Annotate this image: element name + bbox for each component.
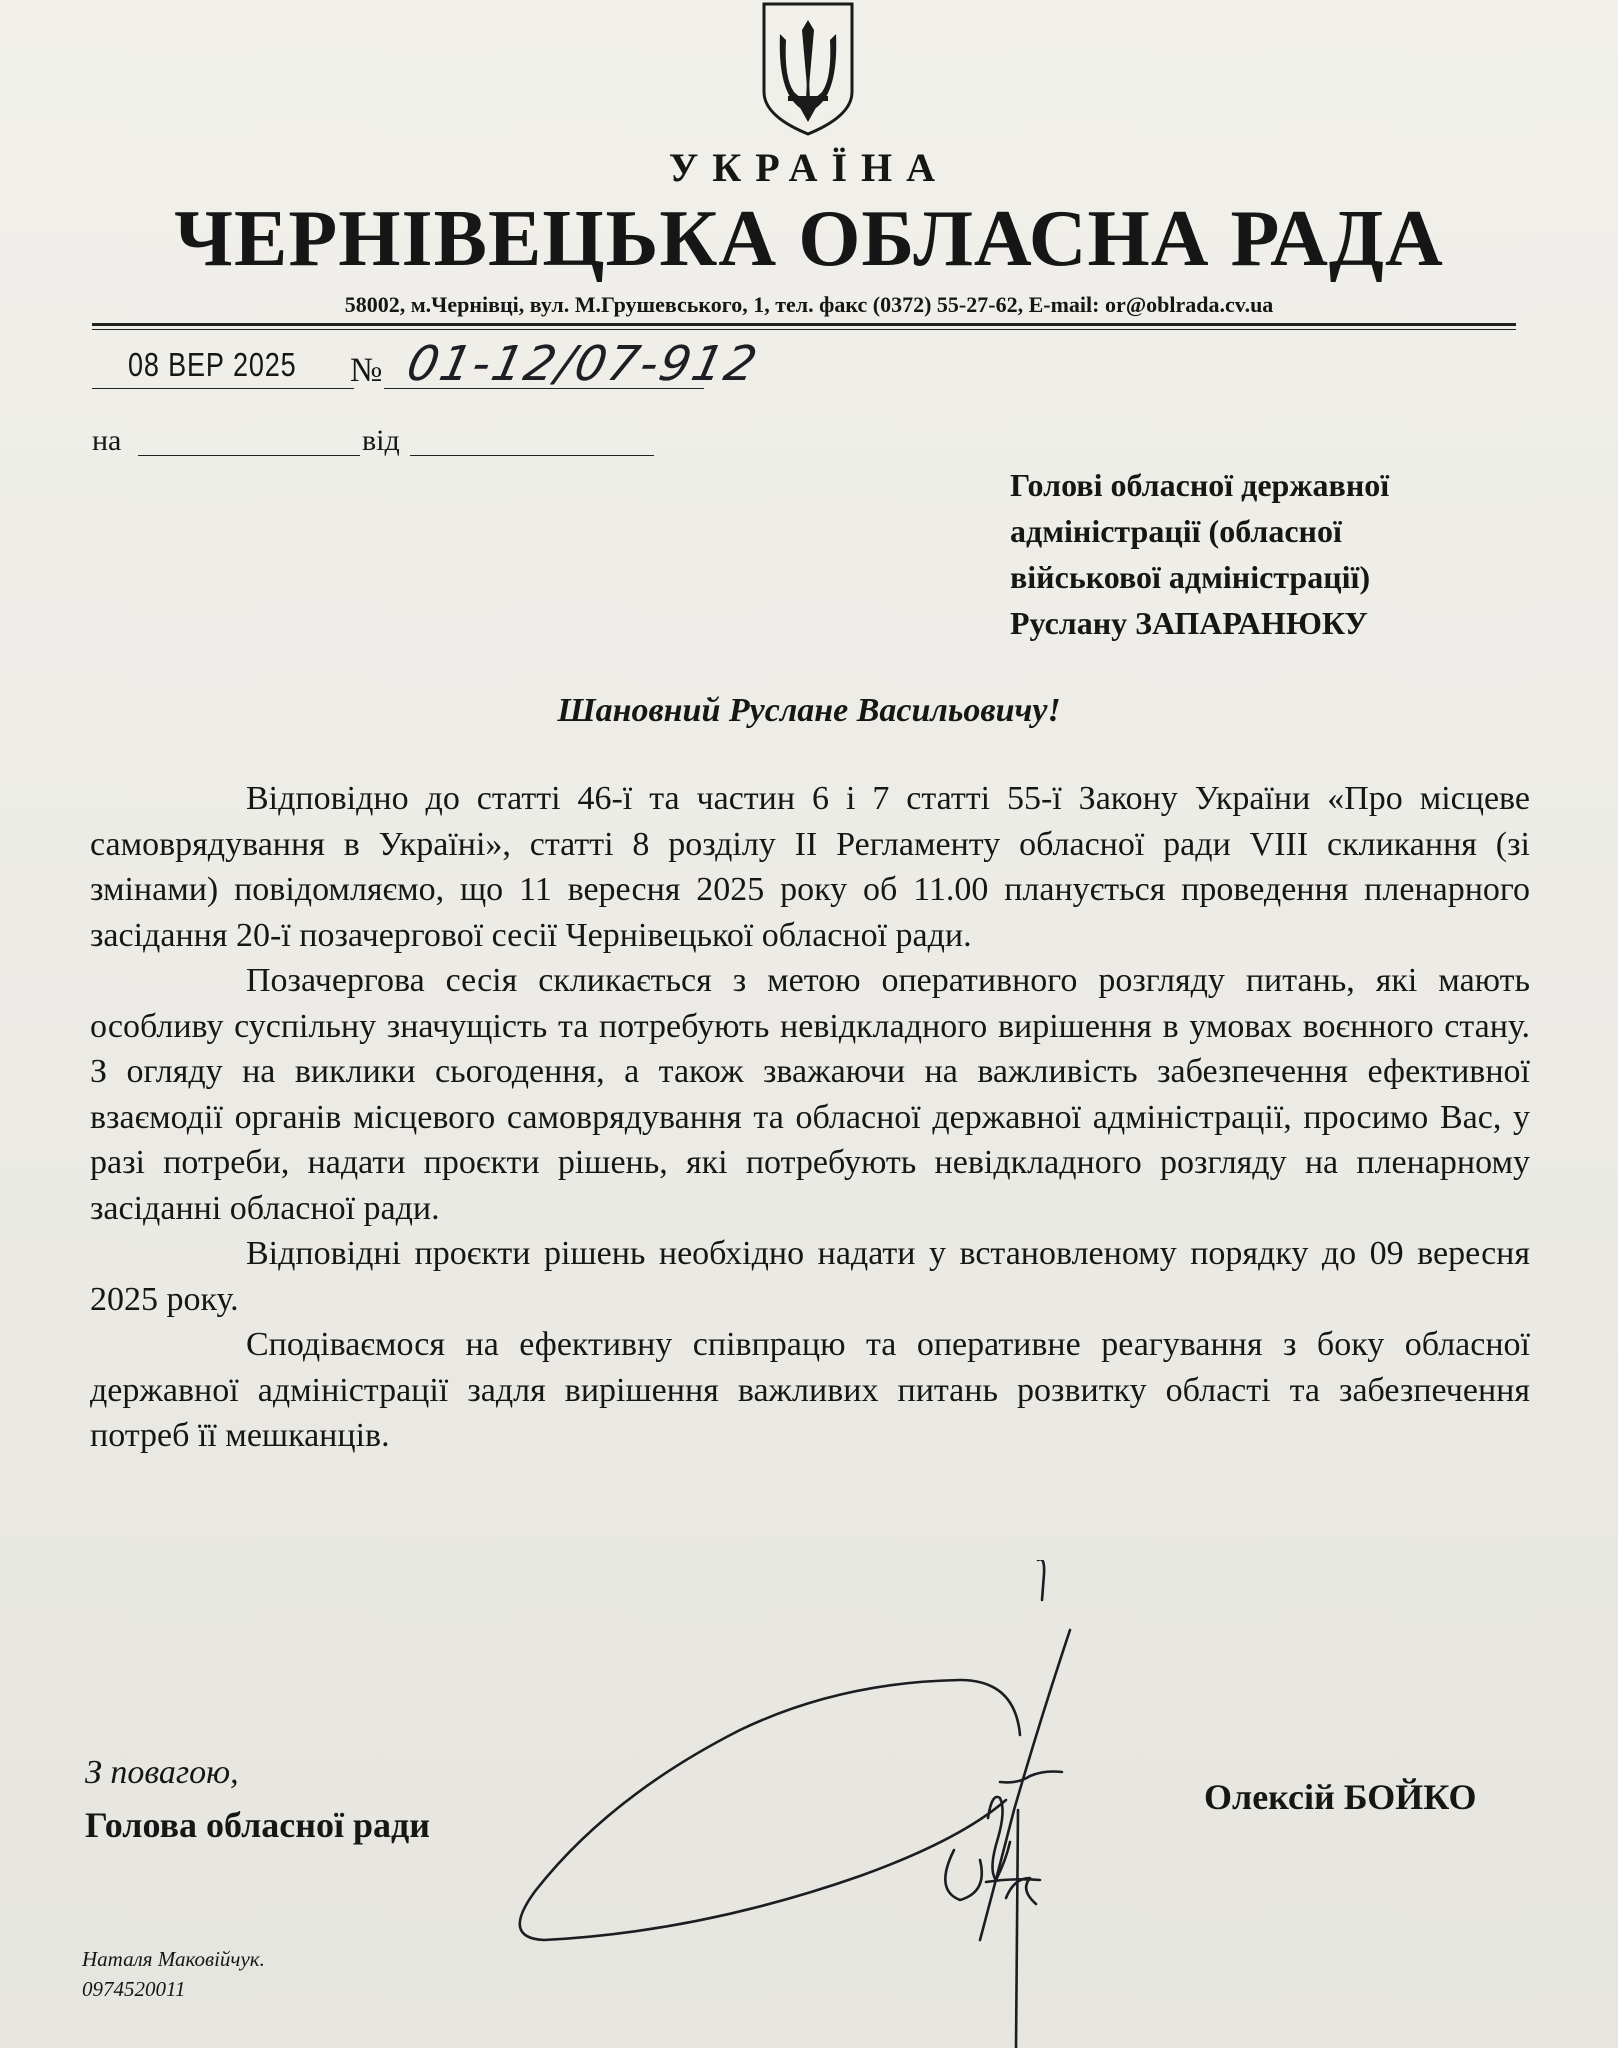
addressee-line: військової адміністрації)	[1010, 559, 1371, 595]
organization-name: ЧЕРНІВЕЦЬКА ОБЛАСНА РАДА	[174, 195, 1444, 283]
addressee-line: Голові обласної державної	[1010, 467, 1390, 503]
header-divider-thin	[92, 329, 1516, 330]
header-divider	[92, 323, 1516, 326]
letter-body	[90, 776, 1530, 1459]
salutation: Шановний Руслане Васильовичу!	[557, 692, 1061, 729]
handwritten-signature	[440, 1560, 1140, 2048]
closing-regards: З повагою,	[85, 1754, 239, 1791]
from-label: від	[362, 424, 400, 457]
addressee-line: Руслану ЗАПАРАНЮКУ	[1010, 605, 1368, 641]
date-underline	[92, 388, 354, 389]
country-name: УКРАЇНА	[668, 145, 950, 190]
signer-name: Олексій БОЙКО	[1204, 1777, 1477, 1817]
addressee-line: адміністрації (обласної	[1010, 513, 1342, 549]
registration-number: 01-12/07-912	[402, 336, 764, 392]
on-label: на	[92, 424, 122, 457]
body-paragraph: Позачергова сесія скликається з метою оперативного розгляду питань, які мають особливу суспільну значущість та потребують невідкладного вирішення в умовах воєнного стану. З огляду на виклики сьогодення, а також зважаючи на важливість забезпечення ефективної взаємодії органів місцевого самоврядування та обласної державної адміністрації, просимо Вас, у разі потреби, надати проєкти рішень, які потребують невідкладного розгляду на пленарному засіданні обласної ради.	[90, 962, 1530, 1227]
signer-position: Голова обласної ради	[85, 1805, 431, 1845]
body-paragraph: Сподіваємося на ефективну співпрацю та оперативне реагування з боку обласної державної адміністрації задля вирішення важливих питань розвитку області та забезпечення потреб її мешканців.	[90, 1326, 1530, 1454]
executor-phone: 0974520011	[82, 1977, 186, 2001]
body-paragraph: Відповідні проєкти рішень необхідно надати у встановленому порядку до 09 вересня 2025 року.	[90, 1235, 1530, 1318]
executor-name: Наталя Маковійчук.	[82, 1947, 265, 1971]
executor-info	[82, 1944, 265, 2004]
coat-of-arms-icon	[758, 0, 858, 138]
addressee-block	[1010, 462, 1389, 646]
registration-date-stamp: 08 ВЕР 2025	[128, 346, 297, 383]
registration-number-label: №	[350, 352, 383, 389]
from-underline	[410, 455, 654, 456]
body-paragraph: Відповідно до статті 46-ї та частин 6 і 7 статті 55-ї Закону України «Про місцеве самоврядування в Україні», статті 8 розділу ІІ Регламенту обласної ради VIII скликання (зі змінами) повідомляємо, що 11 вересня 2025 року об 11.00 планується проведення пленарного засідання 20-ї позачергової сесії Чернівецької обласної ради.	[90, 780, 1530, 954]
on-underline	[138, 455, 360, 456]
organization-address: 58002, м.Чернівці, вул. М.Грушевського, 1, тел. факс (0372) 55-27-62, E-mail: or@oblrada.cv.ua	[344, 292, 1274, 317]
